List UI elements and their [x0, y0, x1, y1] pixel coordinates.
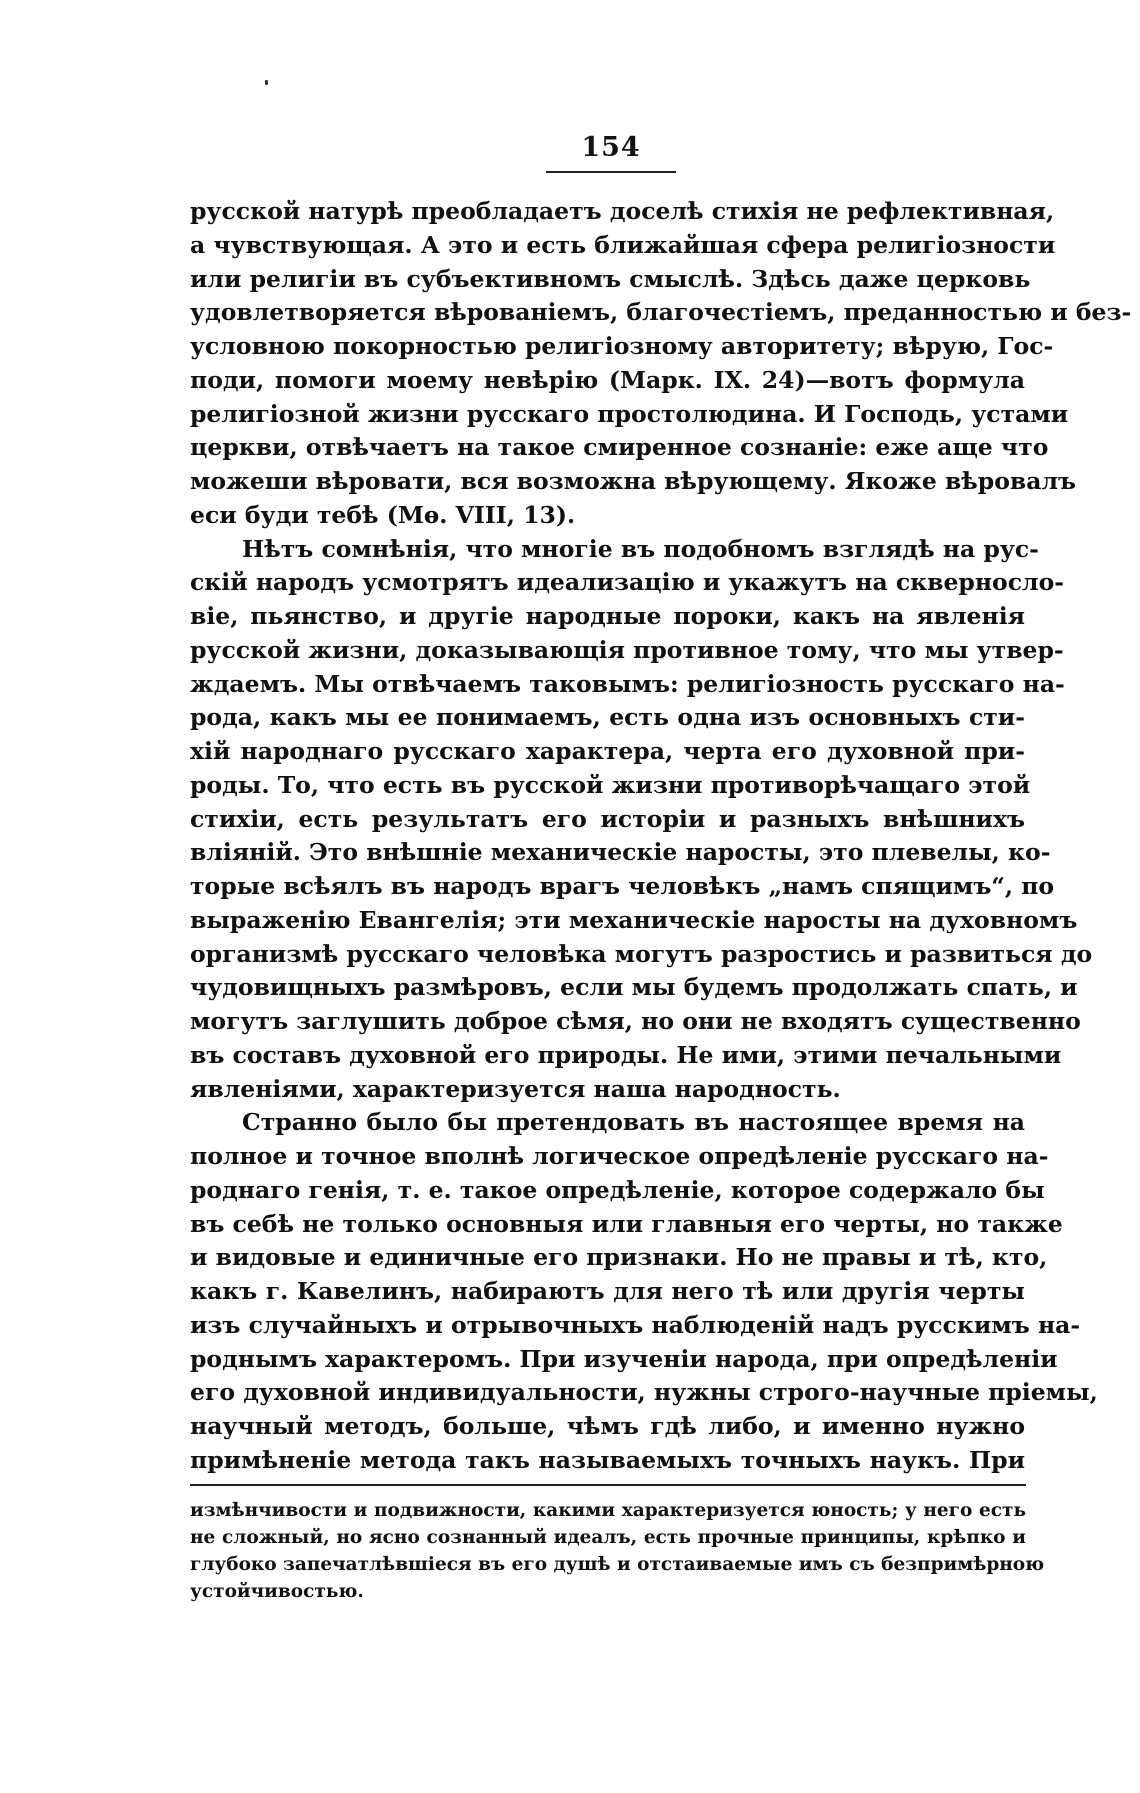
page-number-rule	[546, 171, 676, 173]
text-line: русской жизни, доказывающія противное тому, что мы утвер-	[190, 635, 1064, 664]
text-line: полное и точное вполнѣ логическое опредѣленіе русскаго на-	[190, 1142, 1049, 1170]
text-line: стихіи, есть результатъ его исторіи и разныхъ внѣшнихъ	[190, 804, 1025, 833]
text-line: роднымъ характеромъ. При изученіи народа, при опредѣленіи	[190, 1344, 1058, 1373]
footnote-line: устойчивостью.	[190, 1581, 364, 1602]
text-line: Нѣтъ сомнѣнія, что многіе въ подобномъ взглядѣ на рус-	[242, 534, 1039, 563]
text-line: а чувствующая. А это и есть ближайшая сфера религіозности	[190, 230, 1056, 259]
text-line: какъ г. Кавелинъ, набираютъ для него тѣ или другія черты	[190, 1277, 1025, 1305]
text-line: ждаемъ. Мы отвѣчаемъ таковымъ: религіозность русскаго на-	[190, 669, 1065, 698]
text-line: изъ случайныхъ и отрывочныхъ наблюденій надъ русскимъ на-	[190, 1310, 1081, 1339]
text-line: віе, пьянство, и другіе народные пороки, какъ на явленія	[190, 602, 1025, 630]
text-line: хій народнаго русскаго характера, черта его духовной при-	[190, 737, 1025, 765]
text-line: выраженію Евангелія; эти механическіе наросты на духовномъ	[190, 905, 1078, 934]
text-line: удовлетворяется вѣрованіемъ, благочестіемъ, преданностью и без-	[190, 298, 1132, 327]
text-line: вліяній. Это внѣшніе механическіе наросты, это плевелы, ко-	[190, 838, 1051, 867]
text-line: и видовые и единичные его признаки. Но не правы и тѣ, кто,	[190, 1243, 1048, 1272]
text-line: можеши вѣровати, вся возможна вѣрующему. Якоже вѣровалъ	[190, 467, 1077, 495]
scan-speck	[265, 80, 268, 85]
text-line: рода, какъ мы ее понимаемъ, есть одна изъ основныхъ сти-	[190, 703, 1025, 732]
text-line: торые всѣялъ въ народъ врагъ человѣкъ „намъ спящимъ“, по	[190, 872, 1055, 900]
body-text	[190, 195, 1132, 1478]
text-line: примѣненіе метода такъ называемыхъ точныхъ наукъ. При	[190, 1445, 1025, 1474]
text-line: его духовной индивидуальности, нужны строго-научные пріемы,	[190, 1378, 1098, 1407]
footnote-line: не сложный, но ясно сознанный идеалъ, есть прочные принципы, крѣпко и	[190, 1527, 1026, 1548]
text-line: или религіи въ субъективномъ смыслѣ. Здѣсь даже церковь	[190, 264, 1031, 293]
text-line: религіозной жизни русскаго простолюдина. И Господь, устами	[190, 399, 1069, 428]
text-line: въ себѣ не только основныя или главныя его черты, но также	[190, 1209, 1063, 1238]
footnote	[190, 1497, 1045, 1605]
text-line: явленіями, характеризуется наша народность.	[190, 1074, 841, 1103]
text-line: еси буди тебѣ (Mѳ. VIII, 13).	[190, 500, 576, 529]
text-line: поди, помоги моему невѣрію (Марк. IX. 24)—вотъ формула	[190, 365, 1025, 394]
footnote-line: глубоко запечатлѣвшіеся въ его душѣ и отстаиваемые имъ съ безпримѣрною	[190, 1554, 1045, 1575]
text-line: могутъ заглушить доброе сѣмя, но они не входятъ существенно	[190, 1007, 1081, 1035]
footnote-line: измѣнчивости и подвижности, какими характеризуется юность; у него есть	[190, 1500, 1026, 1521]
footnote-rule	[190, 1484, 1026, 1486]
text-line: условною покорностью религіозному авторитету; вѣрую, Гос-	[190, 332, 1054, 360]
text-line: роды. То, что есть въ русской жизни противорѣчащаго этой	[190, 770, 1031, 799]
text-line: русской натурѣ преобладаетъ доселѣ стихія не рефлективная,	[190, 197, 1055, 225]
text-line: церкви, отвѣчаетъ на такое смиренное сознаніе: еже аще что	[190, 433, 1049, 462]
text-line: въ составъ духовной его природы. Не ими, этими печальными	[190, 1040, 1062, 1069]
text-line: организмѣ русскаго человѣка могутъ разростись и развиться до	[190, 939, 1093, 968]
text-line: скій народъ усмотрятъ идеализацію и укажутъ на сквернослo-	[190, 568, 1065, 597]
text-line: роднаго генія, т. е. такое опредѣленіе, которое содержало бы	[190, 1175, 1045, 1204]
text-line: научный методъ, больше, чѣмъ гдѣ либо, и именно нужно	[190, 1412, 1025, 1440]
page-number: 154	[581, 132, 641, 163]
text-line: чудовищныхъ размѣровъ, если мы будемъ продолжать спать, и	[190, 973, 1078, 1002]
text-line: Странно было бы претендовать въ настоящее время на	[242, 1108, 1025, 1137]
